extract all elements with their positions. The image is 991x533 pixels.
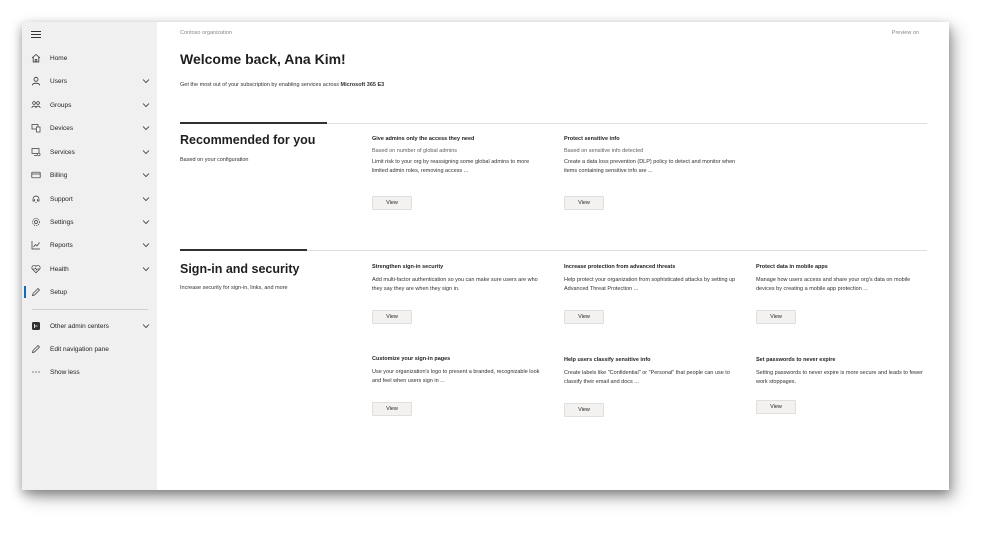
sidebar-item-services[interactable]: [22, 143, 157, 161]
devices-icon: [30, 122, 42, 134]
sidebar-item-label: Health: [50, 265, 69, 273]
subtitle-text: Get the most out of your subscription by enabling services across: [180, 82, 341, 88]
card-customize-sign-in-pages: [372, 356, 544, 420]
groups-icon: [30, 99, 42, 111]
card-advanced-threats: [564, 264, 736, 328]
sidebar-item-show-less[interactable]: [22, 363, 157, 381]
chevron-down-icon[interactable]: [142, 77, 150, 85]
chevron-down-icon[interactable]: [142, 218, 150, 226]
sidebar-item-label: Home: [50, 54, 68, 62]
sidebar-item-label: Services: [50, 148, 75, 156]
card-title: Help users classify sensitive info: [564, 357, 651, 363]
sidebar-item-label: Billing: [50, 171, 68, 179]
chevron-down-icon[interactable]: [142, 171, 150, 179]
active-indicator: [24, 286, 26, 298]
card-protect-sensitive-info: [564, 136, 736, 216]
sidebar-item-label: Edit navigation pane: [50, 345, 109, 353]
card-title: Customize your sign-in pages: [372, 356, 451, 362]
chevron-down-icon[interactable]: [142, 148, 150, 156]
reports-icon: [30, 239, 42, 251]
sidebar-item-label: Settings: [50, 218, 74, 226]
card-subtitle: Based on number of global admins: [372, 148, 457, 154]
card-title: Strengthen sign-in security: [372, 264, 444, 270]
card-description: Add multi-factor authentication so you can make sure users are who they say they are when they sign in.: [372, 277, 538, 292]
settings-icon: [30, 216, 42, 228]
admin-center-window: [22, 22, 949, 490]
view-button[interactable]: View: [372, 310, 412, 324]
card-description: Create a data loss prevention (DLP) policy to detect and monitor when items containing sensitive info are ...: [564, 159, 736, 174]
chevron-down-icon[interactable]: [142, 241, 150, 249]
preview-toggle[interactable]: Preview on: [891, 30, 919, 36]
sidebar-item-other-admin-centers[interactable]: [22, 317, 157, 335]
support-icon: [30, 193, 42, 205]
card-description: Create labels like "Confidential" or "Personal" that people can use to classify their email and docs ...: [564, 370, 730, 385]
card-description: Help protect your organization from sophisticated attacks by setting up Advanced Threat Protection ...: [564, 277, 736, 292]
card-title: Protect sensitive info: [564, 136, 620, 142]
services-icon: [30, 146, 42, 158]
sidebar-item-label: Devices: [50, 124, 74, 132]
view-button[interactable]: View: [564, 403, 604, 417]
card-title: Protect data in mobile apps: [756, 264, 828, 270]
sidebar-item-edit-navigation-pane[interactable]: [22, 340, 157, 358]
section-description: Increase security for sign-in, links, and more: [180, 285, 288, 291]
sidebar-item-reports[interactable]: [22, 236, 157, 254]
section-accent: [180, 249, 307, 251]
chevron-down-icon[interactable]: [142, 101, 150, 109]
chevron-down-icon[interactable]: [142, 322, 150, 330]
page-subtitle: [180, 82, 384, 88]
sidebar-item-label: Show less: [50, 368, 80, 376]
sidebar-item-support[interactable]: [22, 190, 157, 208]
view-button[interactable]: View: [372, 402, 412, 416]
more-icon: [30, 366, 42, 378]
navigation-sidebar: [22, 22, 157, 490]
user-icon: [30, 75, 42, 87]
sidebar-item-billing[interactable]: [22, 166, 157, 184]
section-description: Based on your configuration: [180, 157, 249, 163]
pencil-icon: [30, 343, 42, 355]
sidebar-item-health[interactable]: [22, 260, 157, 278]
section-title-sign-in-security: Sign-in and security: [180, 262, 300, 276]
breadcrumb[interactable]: Contoso organization: [180, 30, 232, 36]
sidebar-item-label: Setup: [50, 288, 67, 296]
sidebar-item-label: Reports: [50, 241, 73, 249]
subscription-name: Microsoft 365 E3: [340, 82, 385, 88]
sidebar-item-users[interactable]: [22, 72, 157, 90]
card-title: Increase protection from advanced threats: [564, 264, 676, 270]
card-passwords-never-expire: [756, 357, 928, 421]
sidebar-item-settings[interactable]: [22, 213, 157, 231]
card-subtitle: Based on sensitive info detected: [564, 148, 644, 154]
menu-icon[interactable]: [31, 29, 41, 39]
sidebar-item-label: Groups: [50, 101, 72, 109]
chevron-down-icon[interactable]: [142, 265, 150, 273]
card-admin-access: [372, 136, 544, 216]
sidebar-item-label: Other admin centers: [50, 322, 109, 330]
card-title: Set passwords to never expire: [756, 357, 836, 363]
card-description: Setting passwords to never expire is more secure and leads to fewer work stoppages.: [756, 370, 923, 385]
sidebar-item-label: Support: [50, 195, 73, 203]
setup-icon: [30, 286, 42, 298]
admin-centers-icon: [30, 320, 42, 332]
view-button[interactable]: View: [756, 310, 796, 324]
sidebar-item-groups[interactable]: [22, 96, 157, 114]
sidebar-item-setup[interactable]: [22, 283, 157, 301]
card-classify-sensitive-info: [564, 357, 736, 421]
card-strengthen-sign-in: [372, 264, 544, 328]
view-button[interactable]: View: [564, 310, 604, 324]
sidebar-item-label: Users: [50, 77, 67, 85]
card-title: Give admins only the access they need: [372, 136, 475, 142]
view-button[interactable]: View: [564, 196, 604, 210]
section-accent: [180, 122, 327, 124]
chevron-down-icon[interactable]: [142, 195, 150, 203]
view-button[interactable]: View: [372, 196, 412, 210]
sidebar-divider: [32, 309, 148, 310]
sidebar-item-devices[interactable]: [22, 119, 157, 137]
page-title: Welcome back, Ana Kim!: [180, 51, 346, 67]
section-title-recommended: Recommended for you: [180, 133, 316, 147]
home-icon: [30, 52, 42, 64]
sidebar-item-home[interactable]: [22, 49, 157, 67]
view-button[interactable]: View: [756, 400, 796, 414]
chevron-down-icon[interactable]: [142, 124, 150, 132]
card-description: Limit risk to your org by reassigning some global admins to more limited admin roles, removing access ...: [372, 159, 530, 174]
card-description: Use your organization's logo to present a branded, recognizable look and feel when users sign in ...: [372, 369, 540, 384]
billing-icon: [30, 169, 42, 181]
card-description: Manage how users access and share your org's data on mobile devices by creating a mobile app protection ...: [756, 277, 911, 292]
health-icon: [30, 263, 42, 275]
card-mobile-apps: [756, 264, 928, 328]
main-content: [157, 22, 949, 490]
